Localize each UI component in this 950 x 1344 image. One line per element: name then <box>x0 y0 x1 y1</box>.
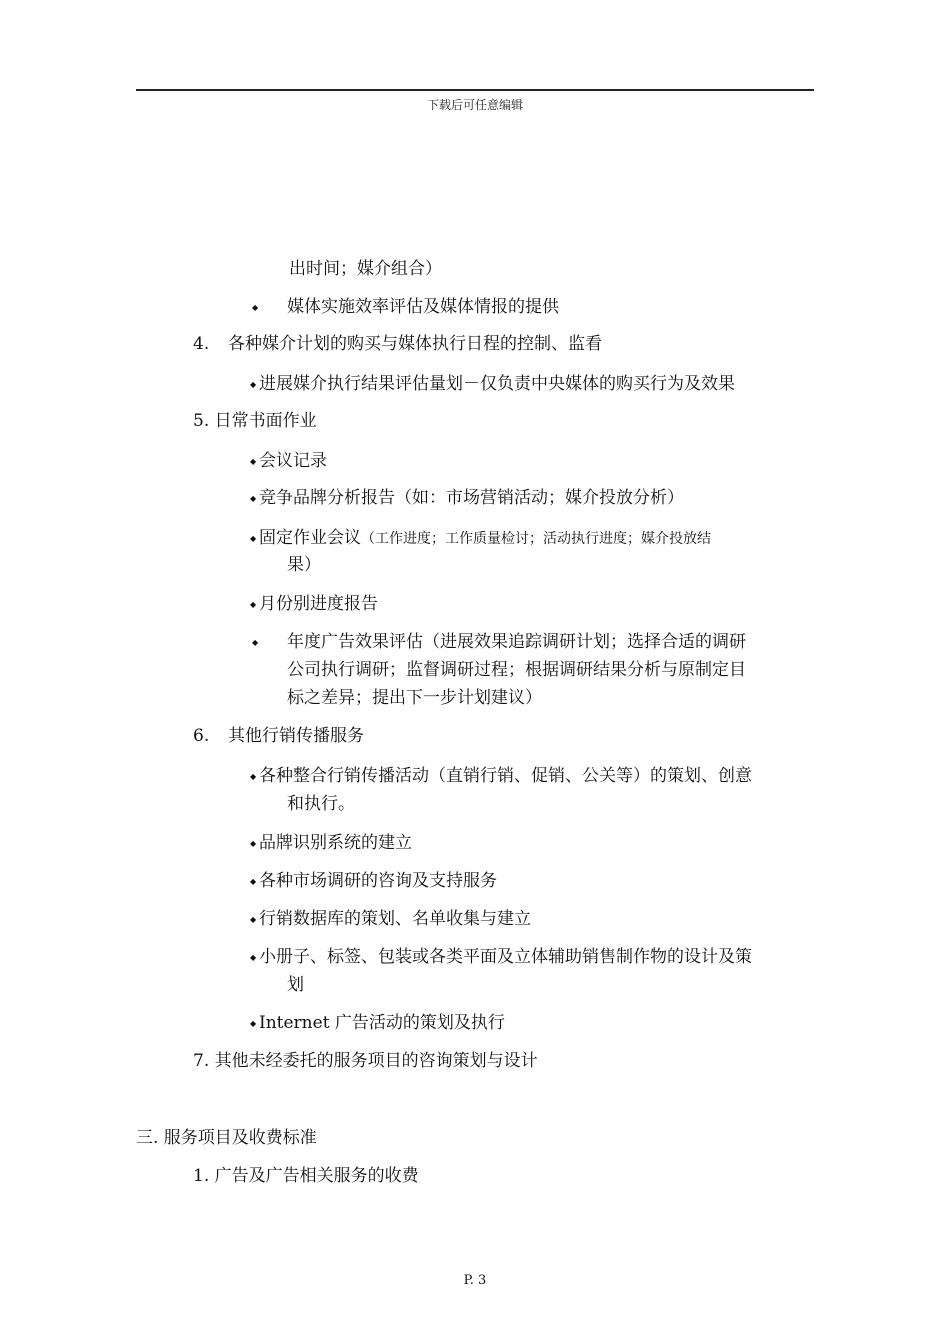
item-number: 4. <box>193 334 210 354</box>
list-item: Internet 广告活动的策划及执行 <box>259 1013 505 1033</box>
bullet-icon: ◆ <box>250 457 257 466</box>
section-heading: 三. 服务项目及收费标准 <box>136 1128 317 1148</box>
bullet-icon: ◆ <box>252 303 259 312</box>
page-number: P. 3 <box>463 1273 487 1288</box>
list-item: 各种整合行销传播活动（直销行销、促销、公关等）的策划、创意 <box>259 766 752 786</box>
list-item: 品牌识别系统的建立 <box>259 833 412 853</box>
list-item: 月份别进度报告 <box>259 594 378 614</box>
list-heading: 7. 其他未经委托的服务项目的咨询策划与设计 <box>193 1051 538 1071</box>
list-heading: 其他行销传播服务 <box>228 726 364 746</box>
bullet-icon: ◆ <box>250 494 257 503</box>
continuation-line: 出时间；媒介组合） <box>289 259 442 279</box>
bullet-icon: ◆ <box>250 877 257 886</box>
list-item-continuation: 果） <box>287 555 321 575</box>
header-rule <box>136 89 814 91</box>
item-number: 6. <box>193 726 210 746</box>
list-item-detail: （工作进度；工作质量检讨；活动执行进度；媒介投放结 <box>361 531 711 547</box>
bullet-icon: ◆ <box>250 839 257 848</box>
bullet-icon: ◆ <box>250 772 257 781</box>
list-item: 年度广告效果评估（进展效果追踪调研计划；选择合适的调研 <box>287 632 746 652</box>
list-item-continuation: 标之差异；提出下一步计划建议） <box>287 688 542 708</box>
bullet-icon: ◆ <box>250 600 257 609</box>
list-heading: 各种媒介计划的购买与媒体执行日程的控制、监看 <box>228 334 602 354</box>
bullet-icon: ◆ <box>250 534 257 543</box>
list-heading: 5. 日常书面作业 <box>193 411 317 431</box>
bullet-icon: ◆ <box>250 1019 257 1028</box>
list-item: 进展媒介执行结果评估量划－仅负责中央媒体的购买行为及效果 <box>259 374 735 394</box>
bullet-icon: ◆ <box>250 380 257 389</box>
list-item-continuation: 和执行。 <box>287 794 355 814</box>
list-item: 小册子、标签、包装或各类平面及立体辅助销售制作物的设计及策 <box>259 947 752 967</box>
bullet-icon: ◆ <box>250 915 257 924</box>
list-item-continuation: 划 <box>287 975 304 995</box>
bullet-icon: ◆ <box>252 638 259 647</box>
list-item: 竞争品牌分析报告（如：市场营销活动；媒介投放分析） <box>259 488 684 508</box>
list-item: 行销数据库的策划、名单收集与建立 <box>259 909 531 929</box>
list-item <box>259 528 711 549</box>
list-item: 各种市场调研的咨询及支持服务 <box>259 871 497 891</box>
list-item-continuation: 公司执行调研；监督调研过程；根据调研结果分析与原制定目 <box>287 660 746 680</box>
sub-heading: 1. 广告及广告相关服务的收费 <box>193 1166 419 1186</box>
list-item: 媒体实施效率评估及媒体情报的提供 <box>287 297 559 317</box>
list-item: 会议记录 <box>259 451 327 471</box>
bullet-icon: ◆ <box>250 953 257 962</box>
header-note: 下载后可任意编辑 <box>426 98 523 112</box>
list-item-main: 固定作业会议 <box>259 528 361 548</box>
